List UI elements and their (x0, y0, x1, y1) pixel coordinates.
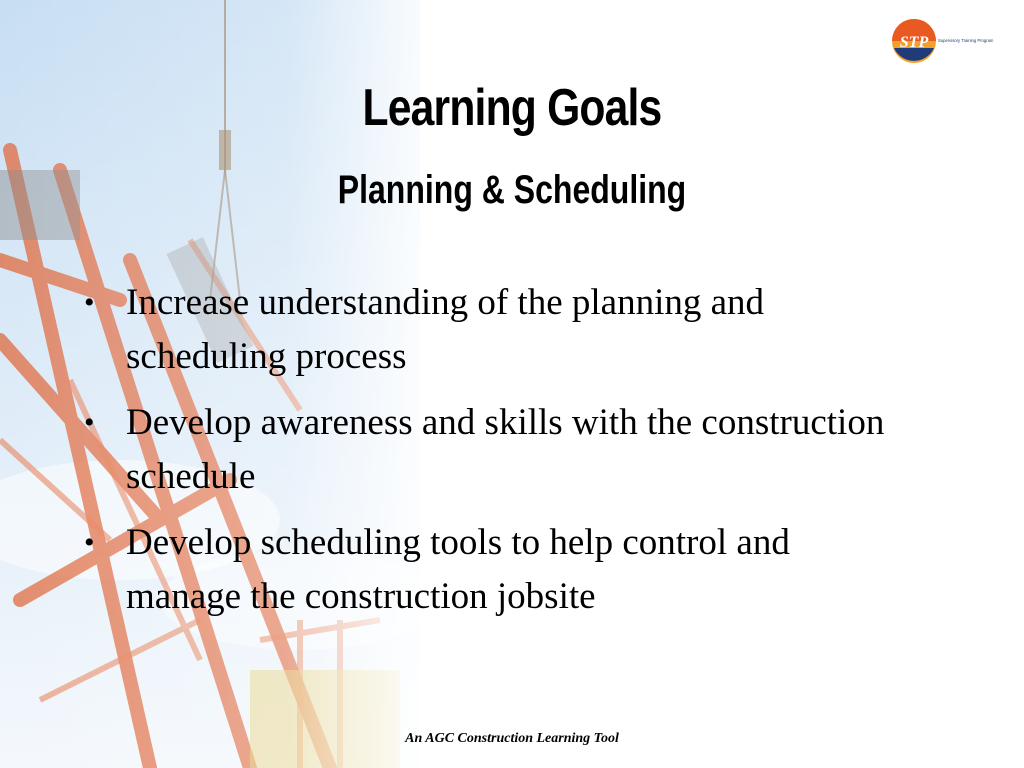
bullet-glyph: • (84, 406, 95, 439)
bullet-text: Develop scheduling tools to help control and manage the construction jobsite (126, 522, 790, 617)
bullet-text: Develop awareness and skills with the construction schedule (126, 402, 885, 497)
learning-goals-list (84, 276, 914, 636)
logo-tagline: Supervisory Training Program (938, 38, 994, 43)
slide-title: Learning Goals (362, 79, 662, 137)
slide-footer: An AGC Construction Learning Tool (405, 731, 619, 746)
logo-monogram: STP (899, 34, 929, 51)
bullet-glyph: • (84, 286, 95, 319)
slide-subtitle: Planning & Scheduling (337, 168, 687, 212)
list-item (84, 516, 914, 624)
stp-logo (890, 16, 1010, 66)
bullet-glyph: • (84, 526, 95, 559)
bullet-text: Increase understanding of the planning and scheduling process (126, 282, 765, 377)
list-item (84, 396, 914, 504)
list-item (84, 276, 914, 384)
